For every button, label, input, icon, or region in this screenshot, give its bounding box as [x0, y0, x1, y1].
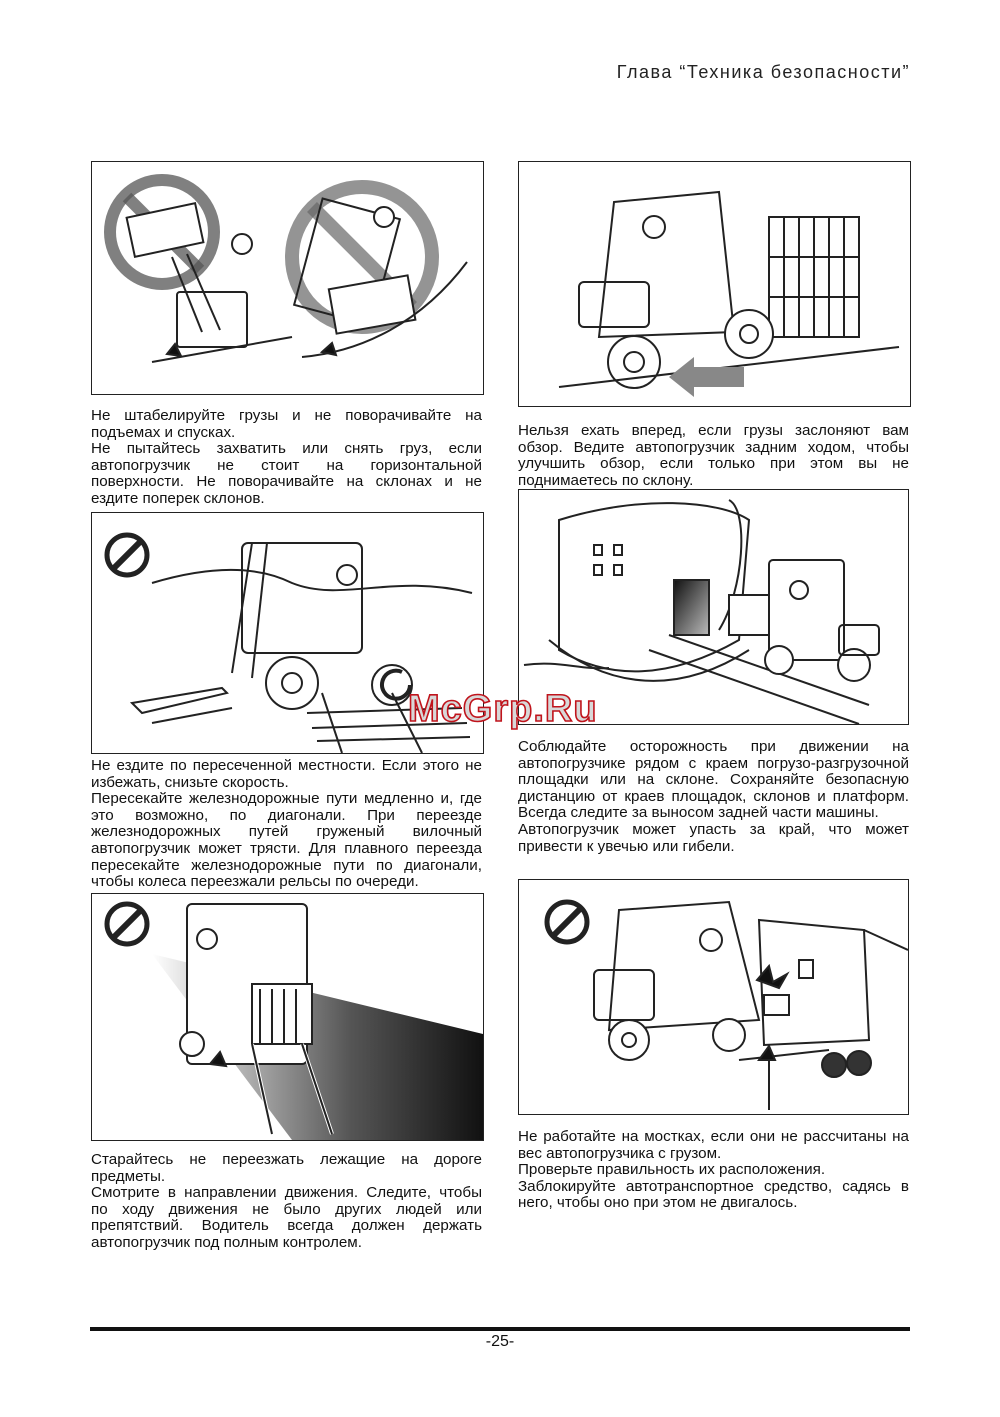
figure-slope-stacking	[91, 161, 484, 395]
reverse-arrow-icon	[669, 357, 744, 397]
section-slope-text	[91, 408, 482, 508]
paragraph: Соблюдайте осторожность при движении на автопогрузчике рядом с краем погрузо-разгрузочной площадки или на склоне. Сохраняйте безопасную дистанцию от краев площадок, склонов и платформ. Всегда следите за выносом задней части машины.	[518, 738, 909, 822]
paragraph: Не пытайтесь захватить или снять груз, если автопогрузчик не стоит на горизонтальной поверхности. Не поворачивайте на склонах и не ездите поперек склонов.	[91, 440, 482, 507]
paragraph: Не работайте на мостках, если они не рассчитаны на вес автопогрузчика с грузом.	[518, 1128, 909, 1162]
section-rail-text	[91, 758, 482, 891]
section-reverse-text	[518, 423, 909, 489]
paragraph: Смотрите в направлении движения. Следите, чтобы по ходу движения не было других людей или препятствий. Водитель всегда должен держать автопогрузчик под полным контролем.	[91, 1184, 482, 1251]
paragraph: Нельзя ехать вперед, если грузы заслоняют вам обзор. Ведите автопогрузчик задним ходом, чтобы улучшить обзор, если только при этом вы не поднимаетесь по склону.	[518, 422, 909, 489]
paragraph: Автопогрузчик может упасть за край, что может привести к увечью или гибели.	[518, 820, 909, 855]
paragraph: Не ездите по пересеченной местности. Если этого не избежать, снизьте скорость.	[91, 757, 482, 791]
section-obstacles-text	[91, 1152, 482, 1252]
footer-rule	[90, 1327, 910, 1331]
figure-road-obstacles	[91, 893, 484, 1141]
paragraph: Проверьте правильность их расположения.	[518, 1161, 826, 1179]
watermark: McGrp.Ru	[408, 688, 598, 730]
figure-dock-board	[518, 879, 909, 1115]
paragraph: Старайтесь не переезжать лежащие на дороге предметы.	[91, 1151, 482, 1185]
section-dock-text	[518, 1129, 909, 1212]
paragraph: Пересекайте железнодорожные пути медленно и, где это возможно, по диагонали. При переезде железнодорожных путей груженый вилочный автопогрузчик может трясти. Для плавного переезда пересекайте железнодорожные пути по диагонали, чтобы колеса переезжали рельсы по очереди.	[91, 790, 482, 891]
paragraph: Заблокируйте автотранспортное средство, садясь в него, чтобы оно при этом не двигалось.	[518, 1177, 909, 1212]
page-number: -25-	[485, 1333, 515, 1350]
section-edge-text	[518, 739, 909, 855]
chapter-header: Глава “Техника безопасности”	[616, 62, 910, 82]
figure-reverse-driving	[518, 161, 911, 407]
paragraph: Не штабелируйте грузы и не поворачивайте на подъемах и спусках.	[91, 407, 482, 441]
